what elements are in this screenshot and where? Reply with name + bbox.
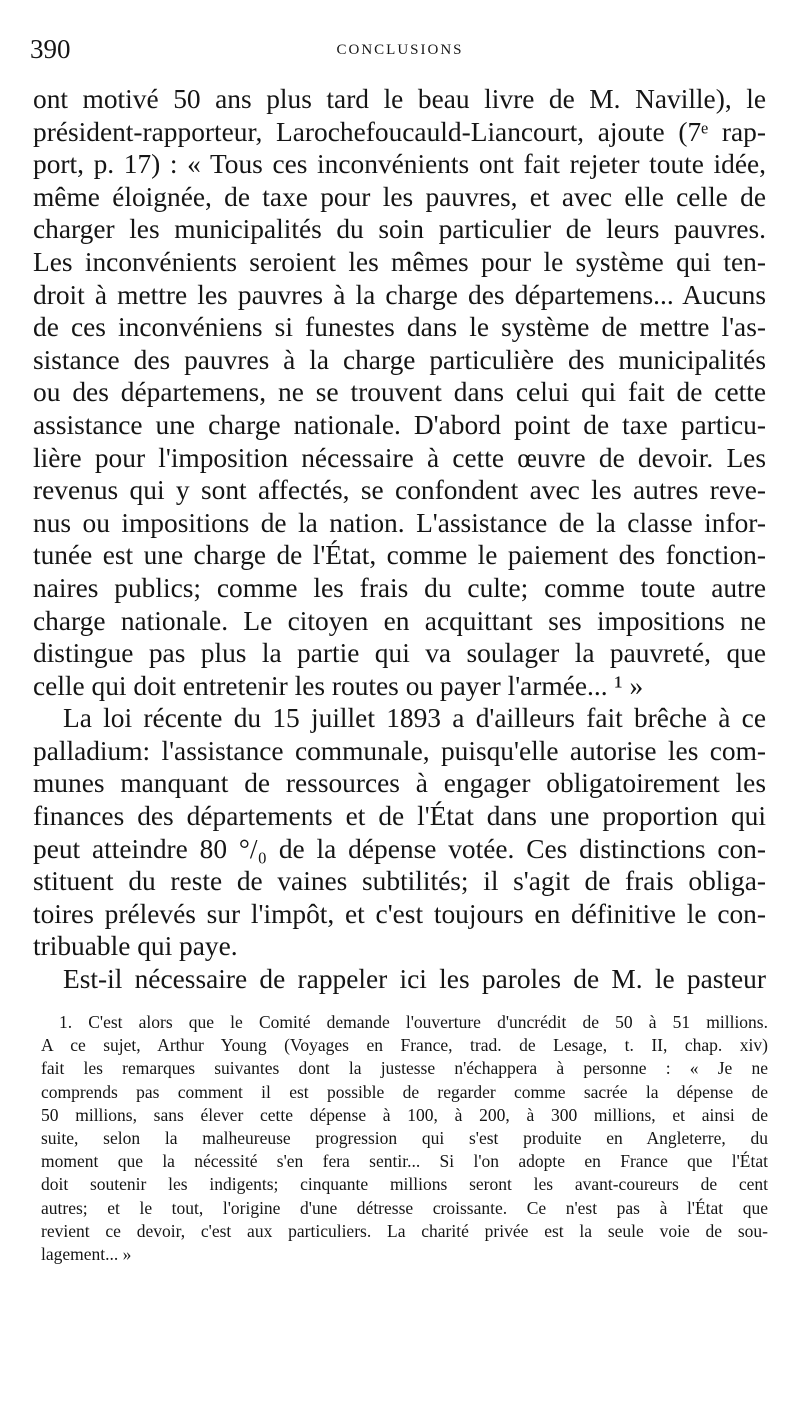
footnote-line: 50 millions, sans élever cette dépense à 100, à 200, à 300 millions, et ainsi de xyxy=(41,1104,768,1125)
body-line: celle qui doit entretenir les routes ou payer l'armée... ¹ » xyxy=(33,670,644,701)
body-line: président-rapporteur, Larochefoucauld-Liancourt, ajoute (7ᵉ rap- xyxy=(33,116,766,147)
body-line: munes manquant de ressources à engager obligatoirement les xyxy=(33,768,766,799)
body-line: sistance des pauvres à la charge particulière des municipalités xyxy=(33,344,766,375)
footnote-line: lagement... » xyxy=(41,1243,132,1264)
body-line: charger les municipalités du soin particulier de leurs pauvres. xyxy=(33,214,766,245)
footnote-line: comprends pas comment il est possible de regarder comme sacrée la dépense de xyxy=(41,1081,768,1102)
body-line: distingue pas plus la partie qui va soulager la pauvreté, que xyxy=(33,638,766,669)
body-line: charge nationale. Le citoyen en acquittant ses impositions ne xyxy=(33,605,766,636)
body-line: naires publics; comme les frais du culte; comme toute autre xyxy=(33,572,766,603)
body-line: finances des départements et de l'État dans une proportion qui xyxy=(33,801,766,832)
page-header xyxy=(30,34,770,66)
body-line: Est-il nécessaire de rappeler ici les paroles de M. le pasteur xyxy=(63,964,766,995)
footnote xyxy=(41,1011,768,1266)
body-line: peut atteindre 80 °/₀ de la dépense votée. Ces distinctions con- xyxy=(33,833,766,864)
body-line: tunée est une charge de l'État, comme le paiement des fonction- xyxy=(33,540,766,571)
body-line: port, p. 17) : « Tous ces inconvénients ont fait rejeter toute idée, xyxy=(33,149,766,180)
body-line: assistance une charge nationale. D'abord point de taxe particu- xyxy=(33,409,766,440)
body-line: même éloignée, de taxe pour les pauvres, et avec elle celle de xyxy=(33,181,766,212)
footnote-line: suite, selon la malheureuse progression qui s'est produite en Angleterre, du xyxy=(41,1127,768,1148)
footnote-line: moment que la nécessité s'en fera sentir... Si l'on adopte en France que l'État xyxy=(41,1151,768,1172)
body-line: droit à mettre les pauvres à la charge des départemens... Aucuns xyxy=(33,279,766,310)
body-line: La loi récente du 15 juillet 1893 a d'ailleurs fait brêche à ce xyxy=(63,703,766,734)
body-line: de ces inconvéniens si funestes dans le système de mettre l'as- xyxy=(33,312,766,343)
body-line: toires prélevés sur l'impôt, et c'est toujours en définitive le con- xyxy=(33,898,766,929)
body-line: lière pour l'imposition nécessaire à cette œuvre de devoir. Les xyxy=(33,442,766,473)
footnote-line: fait les remarques suivantes dont la justesse n'échappera à personne : « Je ne xyxy=(41,1058,768,1079)
body-text xyxy=(33,83,766,996)
body-line: ou des départemens, ne se trouvent dans celui qui fait de cette xyxy=(33,377,766,408)
body-line: stituent du reste de vaines subtilités; il s'agit de frais obliga- xyxy=(33,866,766,897)
body-line: ont motivé 50 ans plus tard le beau livre de M. Naville), le xyxy=(33,84,766,114)
footnote-line: doit soutenir les indigents; cinquante millions seront les avant-coureurs de cent xyxy=(41,1174,768,1195)
footnote-line: 1. C'est alors que le Comité demande l'ouverture d'uncrédit de 50 à 51 millions. xyxy=(59,1012,768,1032)
body-line: tribuable qui paye. xyxy=(33,931,238,962)
footnote-line: A ce sujet, Arthur Young (Voyages en France, trad. de Lesage, t. II, chap. xiv) xyxy=(41,1035,768,1056)
page-number: 390 xyxy=(30,34,71,64)
footnote-line: revient ce devoir, c'est aux particuliers. La charité privée est la seule voie de sou- xyxy=(41,1220,768,1241)
body-line: revenus qui y sont affectés, se confondent avec les autres reve- xyxy=(33,475,766,506)
body-line: palladium: l'assistance communale, puisqu'elle autorise les com- xyxy=(33,735,766,766)
running-head: CONCLUSIONS xyxy=(336,42,464,58)
body-line: Les inconvénients seroient les mêmes pour le système qui ten- xyxy=(33,246,766,277)
footnote-line: autres; et le tout, l'origine d'une détresse croissante. Ce n'est pas à l'État que xyxy=(41,1197,768,1218)
body-line: nus ou impositions de la nation. L'assistance de la classe infor- xyxy=(33,507,766,538)
